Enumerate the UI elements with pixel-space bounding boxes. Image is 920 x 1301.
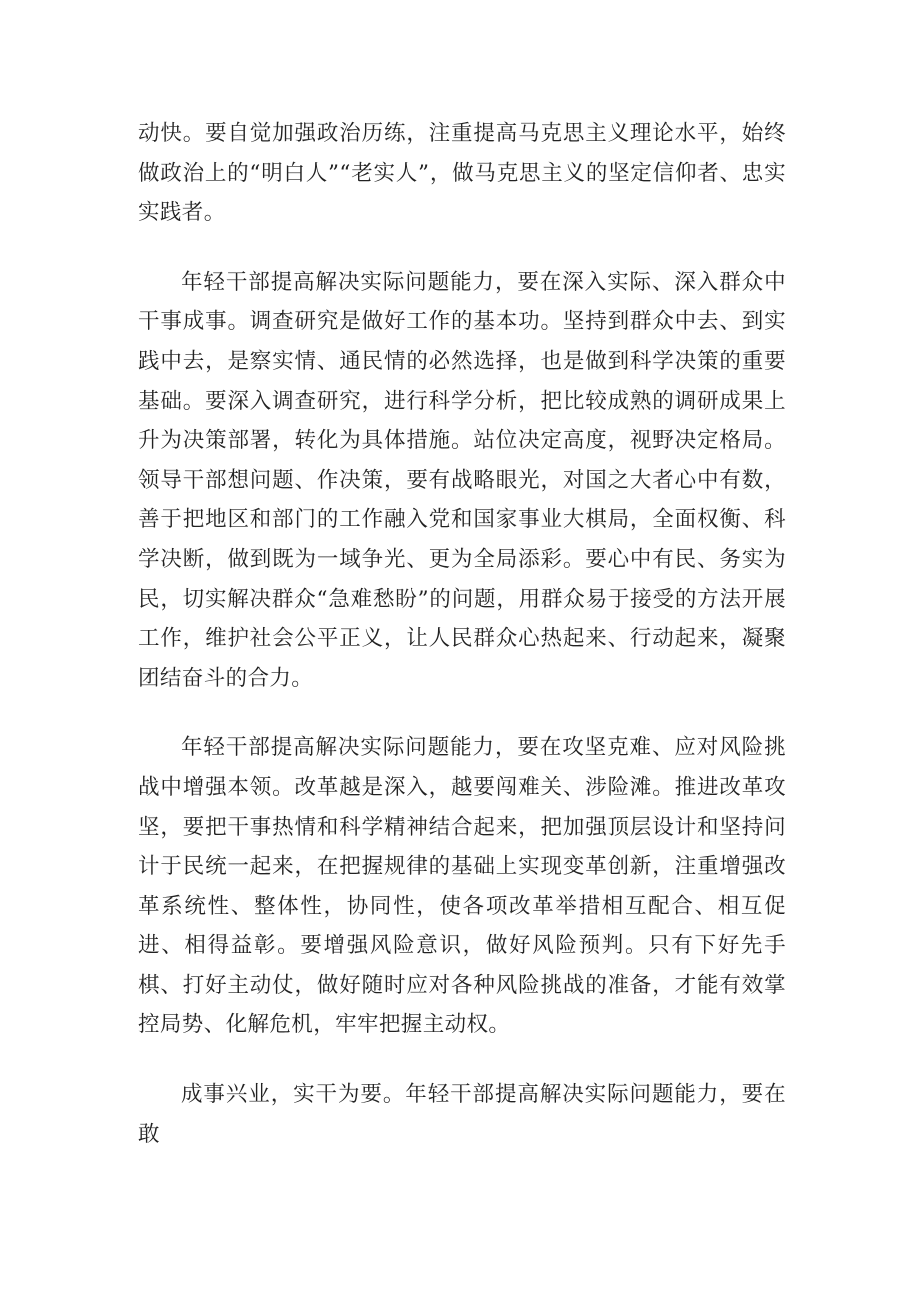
paragraph-action: 成事兴业，实干为要。年轻干部提高解决实际问题能力，要在敢 — [138, 1082, 786, 1147]
paragraph-gap — [138, 233, 786, 263]
paragraph-investigation: 年轻干部提高解决实际问题能力，要在深入实际、深入群众中干事成事。调查研究是做好工作的基本功。坚持到群众中去、到实践中去，是察实情、通民情的必然选择，也是做到科学决策的重要基础。要深入调查研究，进行科学分析，把比较成熟的调研成果上升为决策部署，转化为具体措施。站位决定高度，视野决定格局。领导干部想问题、作决策，要有战略眼光，对国之大者心中有数，善于把地区和部门的工作融入党和国家事业大棋局，全面权衡、科学决断，做到既为一域争光、更为全局添彩。要心中有民、务实为民，切实解决群众“急难愁盼”的问题，用群众易于接受的方法开展工作，维护社会公平正义，让人民群众心热起来、行动起来，凝聚团结奋斗的合力。 — [138, 269, 786, 691]
paragraph-gap — [138, 698, 786, 728]
paragraph-gap — [138, 1045, 786, 1075]
paragraph-reform: 年轻干部提高解决实际问题能力，要在攻坚克难、应对风险挑战中增强本领。改革越是深入，越要闯难关、涉险滩。推进改革攻坚，要把干事热情和科学精神结合起来，把加强顶层设计和坚持问计于民统一起来，在把握规律的基础上实现变革创新，注重增强改革系统性、整体性，协同性，使各项改革举措相互配合、相互促进、相得益彰。要增强风险意识，做好风险预判。只有下好先手棋、打好主动仗，做好随时应对各种风险挑战的准备，才能有效掌控局势、化解危机，牢牢把握主动权。 — [138, 735, 786, 1038]
document-body — [138, 114, 786, 1154]
paragraph-continuation: 动快。要自觉加强政治历练，注重提高马克思主义理论水平，始终做政治上的“明白人”“老实人”，做马克思主义的坚定信仰者、忠实实践者。 — [138, 121, 786, 226]
